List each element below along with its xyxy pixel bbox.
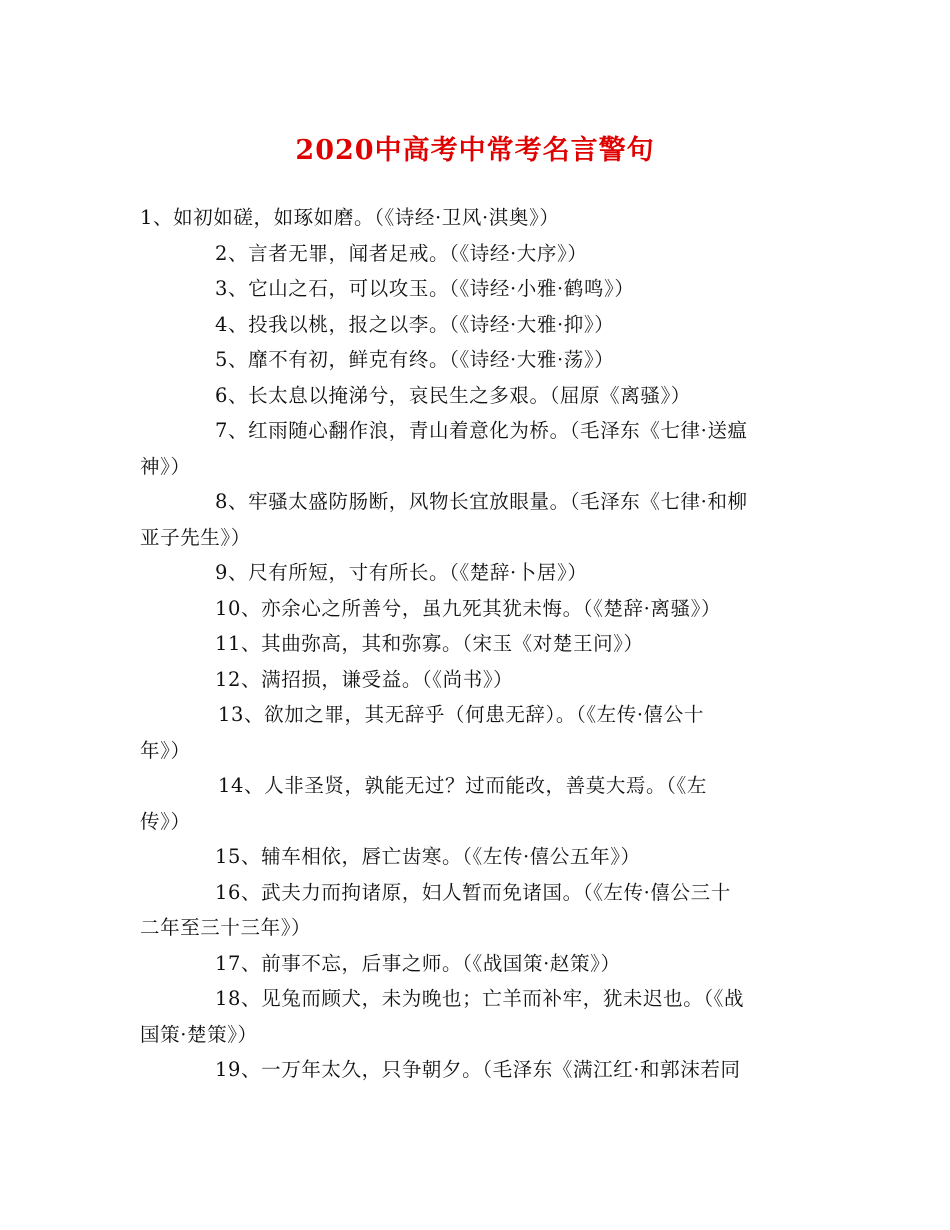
- quote-entry-19: [140, 1052, 820, 1088]
- quote-continuation: 国策·楚策》）: [140, 1022, 258, 1046]
- quote-continuation: 亚子先生》）: [140, 525, 251, 549]
- quote-text: 9、尺有所短，寸有所长。（《楚辞·卜居》）: [215, 561, 588, 584]
- quote-text: 4、投我以桃，报之以李。（《诗经·大雅·抑》）: [215, 312, 615, 336]
- quote-entry-4: [140, 307, 820, 343]
- quote-continuation: 传》）: [140, 809, 191, 833]
- quote-entry-2: [140, 236, 820, 272]
- quote-text: 11、其曲弥高，其和弥寡。（宋玉《对楚王问》）: [215, 632, 644, 655]
- quote-entry-1: [140, 200, 820, 236]
- quote-entry-16: [140, 875, 820, 946]
- quote-text: 5、靡不有初，鲜克有终。（《诗经·大雅·荡》）: [215, 348, 615, 371]
- quote-entry-7: [140, 413, 820, 484]
- quote-entry-14: [140, 768, 820, 839]
- quote-text: 12、满招损，谦受益。（《尚书》）: [215, 667, 514, 691]
- quote-text: 19、一万年太久，只争朝夕。（毛泽东《满江红·和郭沫若同: [215, 1058, 741, 1081]
- quote-entry-17: [140, 946, 820, 982]
- quote-text: 2、言者无罪，闻者足戒。（《诗经·大序》）: [215, 241, 588, 265]
- quote-entry-18: [140, 981, 820, 1052]
- quote-entry-15: [140, 839, 820, 875]
- quote-entry-5: [140, 342, 820, 378]
- quote-entry-3: [140, 271, 820, 307]
- quote-text: 10、亦余心之所善兮，虽九死其犹未悔。（《楚辞·离骚》）: [215, 596, 722, 620]
- quote-entry-12: [140, 662, 820, 698]
- quote-entry-10: [140, 591, 820, 627]
- quote-entry-13: [140, 697, 820, 768]
- quote-text: 6、长太息以掩涕兮，哀民生之多艰。（屈原《离骚》）: [215, 383, 691, 407]
- quote-entry-11: [140, 626, 820, 662]
- quote-text: 7、红雨随心翻作浪，青山着意化为桥。（毛泽东《七律·送瘟: [215, 419, 748, 442]
- quote-entry-8: [140, 484, 820, 555]
- quote-text: 13、欲加之罪，其无辞乎（何患无辞）。（《左传·僖公十: [218, 703, 704, 726]
- quote-text: 18、见兔而顾犬，未为晚也；亡羊而补牢，犹未迟也。（《战: [215, 987, 745, 1010]
- quote-continuation: 二年至三十三年》）: [140, 916, 312, 939]
- quote-entry-9: [140, 555, 820, 591]
- quote-entry-6: [140, 378, 820, 414]
- quote-text: 17、前事不忘，后事之师。（《战国策·赵策》）: [215, 951, 621, 975]
- quote-text: 14、人非圣贤，孰能无过？过而能改，善莫大焉。（《左: [218, 774, 707, 797]
- quote-text: 3、它山之石，可以攻玉。（《诗经·小雅·鹤鸣》）: [215, 277, 635, 300]
- quote-text: 8、牢骚太盛防肠断，风物长宜放眼量。（毛泽东《七律·和柳: [215, 490, 748, 513]
- quote-continuation: 年》）: [140, 738, 191, 762]
- quote-text: 15、辅车相依，唇亡齿寒。（《左传·僖公五年》）: [215, 845, 641, 868]
- quote-text: 1、如初如磋，如琢如磨。（《诗经·卫风·淇奥》）: [140, 206, 560, 229]
- quote-list: [140, 200, 820, 1088]
- page-title: 2020中高考中常考名言警句: [295, 135, 655, 166]
- quote-text: 16、武夫力而拘诸原，妇人暂而免诸国。（《左传·僖公三十: [215, 880, 731, 904]
- quote-continuation: 神》）: [140, 454, 191, 478]
